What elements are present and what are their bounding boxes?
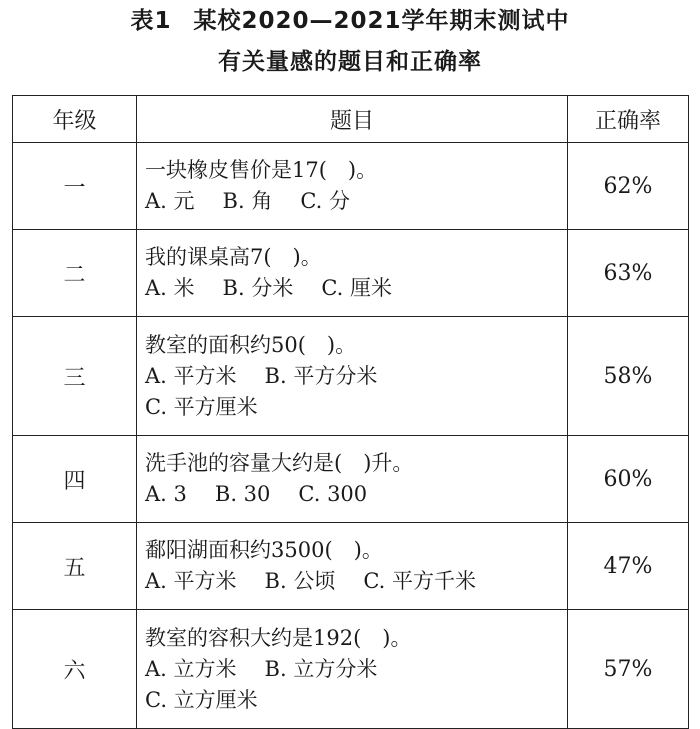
question-text: 教室的容积大约是192( )。 xyxy=(145,625,412,650)
accuracy-cell: 58% xyxy=(568,317,689,436)
question-options xyxy=(145,566,567,597)
option-b: B. 公顷 xyxy=(264,569,336,593)
question-options xyxy=(145,273,567,304)
question-cell xyxy=(137,436,568,523)
grade-cell: 五 xyxy=(13,523,137,610)
question-options xyxy=(145,654,567,685)
question-cell xyxy=(137,143,568,230)
option-c: C. 平方千米 xyxy=(363,569,476,593)
table-row xyxy=(13,523,689,610)
grade-cell: 一 xyxy=(13,143,137,230)
table-row xyxy=(13,230,689,317)
table-caption xyxy=(0,6,700,36)
table-row xyxy=(13,317,689,436)
option-a: A. 3 xyxy=(145,482,187,506)
question-options xyxy=(145,186,567,217)
grade-cell: 四 xyxy=(13,436,137,523)
accuracy-table xyxy=(12,95,689,729)
question-cell xyxy=(137,610,568,729)
header-question: 题目 xyxy=(137,96,568,143)
option-c: C. 立方厘米 xyxy=(145,687,258,712)
option-a: A. 平方米 xyxy=(145,569,237,593)
question-cell xyxy=(137,230,568,317)
accuracy-cell: 62% xyxy=(568,143,689,230)
question-options-line-2 xyxy=(145,392,567,423)
question-options xyxy=(145,361,567,392)
option-c: C. 分 xyxy=(300,189,350,213)
table-number: 表1 xyxy=(130,8,172,34)
option-b: B. 分米 xyxy=(222,276,294,300)
option-b: B. 30 xyxy=(214,482,271,506)
table-title-line-1: 某校2020—2021学年期末测试中 xyxy=(193,8,570,34)
question-cell xyxy=(137,317,568,436)
option-a: A. 米 xyxy=(145,276,195,300)
question-text: 洗手池的容量大约是( )升。 xyxy=(145,451,414,475)
header-accuracy: 正确率 xyxy=(568,96,689,143)
header-grade: 年级 xyxy=(13,96,137,143)
question-text: 一块橡皮售价是17( )。 xyxy=(145,158,378,182)
question-options xyxy=(145,479,567,510)
option-b: B. 平方分米 xyxy=(264,363,378,388)
option-c: C. 平方厘米 xyxy=(145,394,258,419)
accuracy-cell: 47% xyxy=(568,523,689,610)
option-a: A. 平方米 xyxy=(145,363,237,388)
table-title-line-2: 有关量感的题目和正确率 xyxy=(218,49,482,75)
table-row xyxy=(13,143,689,230)
accuracy-cell: 60% xyxy=(568,436,689,523)
grade-cell: 二 xyxy=(13,230,137,317)
option-c: C. 300 xyxy=(298,482,368,506)
table-row xyxy=(13,610,689,729)
question-cell xyxy=(137,523,568,610)
option-a: A. 元 xyxy=(145,189,195,213)
accuracy-cell: 63% xyxy=(568,230,689,317)
question-text: 教室的面积约50( )。 xyxy=(145,332,357,357)
header-row xyxy=(13,96,689,143)
option-a: A. 立方米 xyxy=(145,656,237,681)
option-b: B. 角 xyxy=(222,189,273,213)
accuracy-cell: 57% xyxy=(568,610,689,729)
grade-cell: 三 xyxy=(13,317,137,436)
question-options-line-2 xyxy=(145,685,567,716)
option-b: B. 立方分米 xyxy=(264,656,378,681)
option-c: C. 厘米 xyxy=(321,276,392,300)
table-row xyxy=(13,436,689,523)
question-text: 鄱阳湖面积约3500( )。 xyxy=(145,538,383,562)
question-text: 我的课桌高7( )。 xyxy=(145,245,322,269)
grade-cell: 六 xyxy=(13,610,137,729)
